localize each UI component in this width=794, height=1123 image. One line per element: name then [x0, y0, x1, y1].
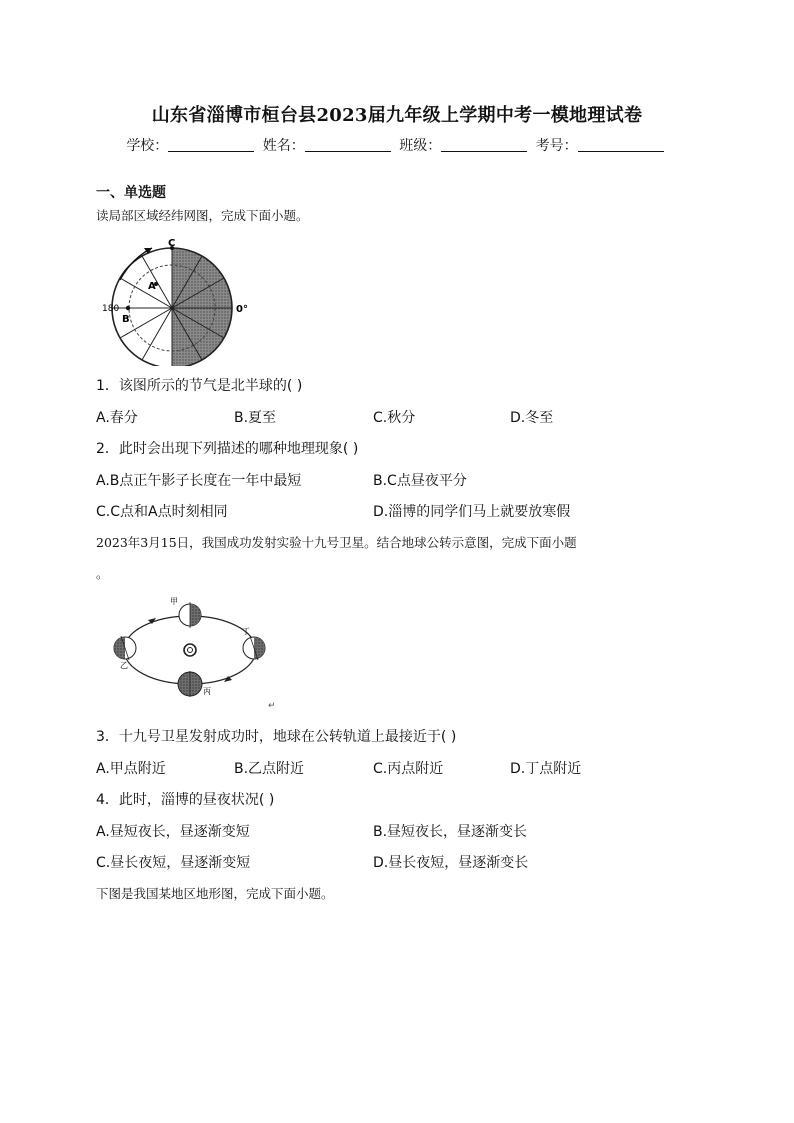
- q3-option-d[interactable]: D.丁点附近: [510, 761, 582, 777]
- question-2-stem: 2．此时会出现下列描述的哪种地理现象( ): [96, 441, 359, 457]
- label-a: A: [148, 281, 156, 292]
- q1-option-d[interactable]: D.冬至: [510, 410, 554, 426]
- q1-option-b[interactable]: B.夏至: [234, 410, 277, 426]
- school-label: 学校：: [126, 138, 169, 154]
- question-1-stem: 1．该图所示的节气是北半球的( ): [96, 378, 303, 394]
- group2-intro-line2: 。: [96, 566, 109, 581]
- name-blank[interactable]: [305, 137, 391, 152]
- q4-option-d[interactable]: D.昼长夜短，昼逐渐变长: [373, 855, 529, 871]
- page-title: 山东省淄博市桓台县2023届九年级上学期中考一模地理试卷: [151, 105, 643, 126]
- q4-option-c[interactable]: C.昼长夜短，昼逐渐变短: [96, 855, 251, 871]
- label-180: 180: [102, 304, 120, 314]
- name-label: 姓名：: [262, 138, 305, 154]
- q1-option-a[interactable]: A.春分: [96, 410, 138, 426]
- section-title: 一、单选题: [96, 185, 166, 201]
- q3-option-a[interactable]: A.甲点附近: [96, 761, 166, 777]
- q1-option-c[interactable]: C.秋分: [373, 410, 416, 426]
- class-blank[interactable]: [441, 137, 527, 152]
- q4-option-b[interactable]: B.昼短夜长，昼逐渐变长: [373, 824, 528, 840]
- orbit-figure: [108, 594, 284, 714]
- arrowhead-icon: [144, 248, 152, 254]
- earth-yi: [114, 636, 136, 660]
- q4-option-a[interactable]: A.昼短夜长，昼逐渐变短: [96, 824, 250, 840]
- q2-option-d[interactable]: D.淄博的同学们马上就要放寒假: [373, 504, 571, 520]
- label-c: C: [168, 238, 176, 249]
- earth-ding: [243, 636, 265, 660]
- label-yi: 乙: [120, 661, 128, 670]
- q3-option-b[interactable]: B.乙点附近: [234, 761, 305, 777]
- question-3-stem: 3．十九号卫星发射成功时，地球在公转轨道上最接近于( ): [96, 729, 457, 745]
- q2-option-c[interactable]: C.C点和A点时刻相同: [96, 504, 228, 520]
- label-0: 0°: [236, 304, 248, 315]
- label-b: B: [122, 314, 130, 325]
- q2-option-a[interactable]: A.B点正午影子长度在一年中最短: [96, 473, 302, 489]
- label-jia: 甲: [170, 597, 178, 606]
- question-4-stem: 4．此时，淄博的昼夜状况( ): [96, 792, 275, 808]
- point-b: [126, 306, 130, 310]
- earth-bing: [178, 671, 202, 697]
- school-blank[interactable]: [168, 137, 254, 152]
- q2-option-b[interactable]: B.C点昼夜平分: [373, 473, 467, 489]
- group2-intro-line1: 2023年3月15日，我国成功发射实验十九号卫星。结合地球公转示意图，完成下面小题: [96, 535, 577, 550]
- group1-intro: 读局部区域经纬网图，完成下面小题。: [96, 208, 309, 223]
- exam-number-label: 考号：: [535, 138, 578, 154]
- graticule-figure: [98, 236, 258, 366]
- label-bing: 丙: [203, 687, 211, 696]
- label-ding: 丁: [242, 627, 250, 636]
- sun-icon: [184, 644, 196, 656]
- q3-option-c[interactable]: C.丙点附近: [373, 761, 444, 777]
- class-label: 班级：: [399, 138, 442, 154]
- earth-jia: [179, 602, 201, 628]
- exam-number-blank[interactable]: [578, 137, 664, 152]
- return-mark: ↵: [268, 701, 276, 711]
- student-info-line: [0, 135, 794, 155]
- group3-intro: 下图是我国某地区地形图，完成下面小题。: [96, 886, 334, 901]
